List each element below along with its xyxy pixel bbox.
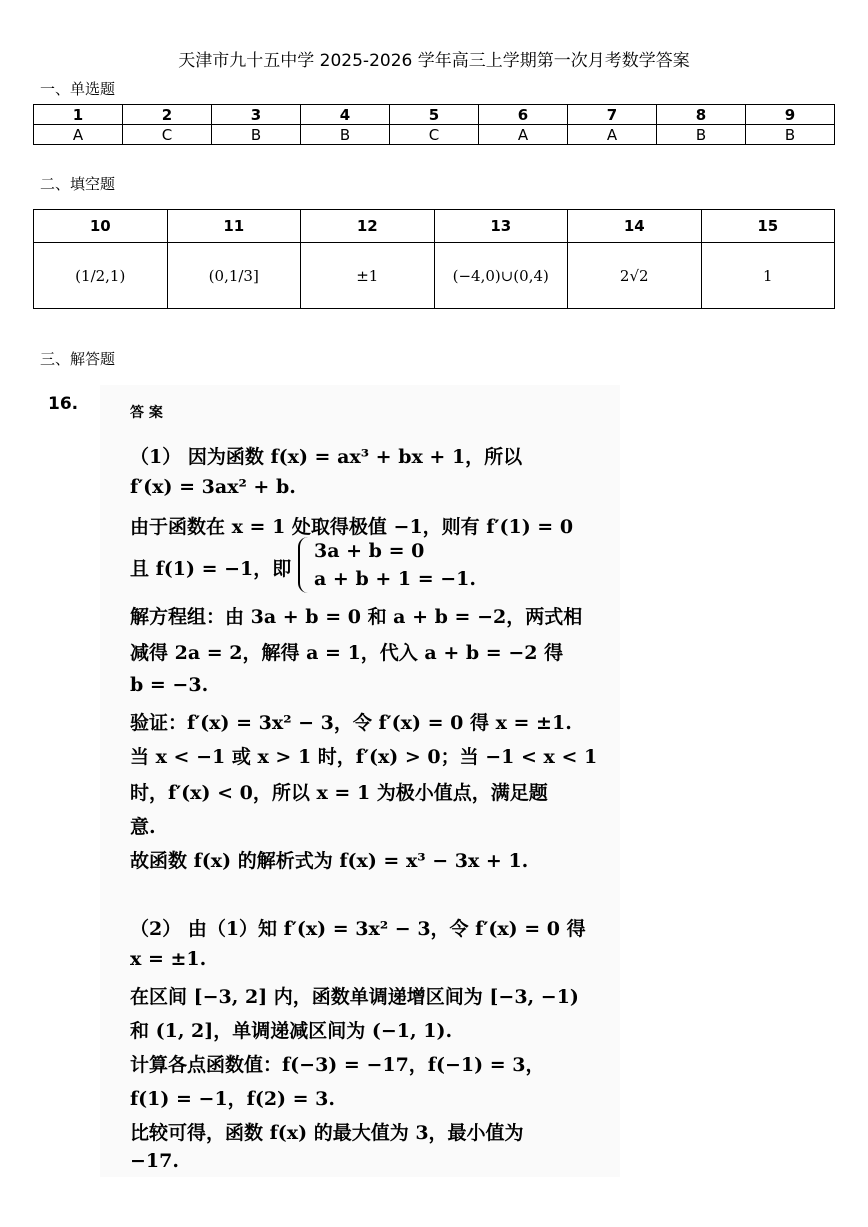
mc-answer-table [33,104,835,145]
mc-answer-cell: B [657,125,746,145]
solution-line: 意. [130,816,156,838]
fill-header-cell: 12 [301,210,435,243]
fill-header-cell: 15 [701,210,835,243]
solution-line: 当 x < −1 或 x > 1 时，f′(x) > 0；当 −1 < x < 1 [130,746,598,768]
fill-header-cell: 13 [434,210,568,243]
mc-answer-cell: A [479,125,568,145]
solution-line: 且 f(1) = −1，即 [130,558,292,580]
solution-line: x = ±1. [130,948,207,970]
page-title: 天津市九十五中学 2025-2026 学年高三上学期第一次月考数学答案 [178,51,690,71]
section-heading-mc: 一、单选题 [40,80,116,98]
mc-answer-cell: B [746,125,835,145]
section-heading-fill: 二、填空题 [40,175,116,193]
fill-answer-cell: (−4,0)∪(0,4) [434,243,568,309]
solution-line: a + b + 1 = −1. [314,568,477,590]
fill-answer-cell: (1/2,1) [34,243,168,309]
fill-answer-cell: (0,1/3] [167,243,301,309]
solution-line: f(1) = −1，f(2) = 3. [130,1088,336,1110]
solution-line: f′(x) = 3ax² + b. [130,476,296,498]
mc-header-cell: 6 [479,105,568,125]
solution-line: 在区间 [−3, 2] 内，函数单调递增区间为 [−3, −1) [130,986,579,1008]
fill-header-cell: 14 [568,210,702,243]
mc-answer-cell: C [123,125,212,145]
mc-header-cell: 4 [301,105,390,125]
solution-line: 答 案 [130,405,163,421]
mc-header-cell: 9 [746,105,835,125]
solution-line: 故函数 f(x) 的解析式为 f(x) = x³ − 3x + 1. [130,850,529,872]
solution-line: 和 (1, 2]，单调递减区间为 (−1, 1). [130,1020,453,1042]
solution-line: 解方程组：由 3a + b = 0 和 a + b = −2，两式相 [130,606,583,628]
solution-line: 验证：f′(x) = 3x² − 3，令 f′(x) = 0 得 x = ±1. [130,712,572,734]
mc-answer-cell: A [568,125,657,145]
mc-answer-cell: B [212,125,301,145]
fill-header-cell: 11 [167,210,301,243]
solution-line: （1） 因为函数 f(x) = ax³ + bx + 1，所以 [130,446,523,468]
mc-answer-cell: C [390,125,479,145]
solution-line: b = −3. [130,674,209,696]
section-heading-solve: 三、解答题 [40,350,116,368]
solution-line: 比较可得，函数 f(x) 的最大值为 3，最小值为 [130,1122,524,1144]
fill-answer-cell: 2√2 [568,243,702,309]
solution-line: 由于函数在 x = 1 处取得极值 −1，则有 f′(1) = 0 [130,516,574,538]
mc-answer-cell: B [301,125,390,145]
fill-answer-cell: ±1 [301,243,435,309]
solution-line: −17. [130,1150,179,1172]
mc-answer-cell: A [34,125,123,145]
mc-header-cell: 8 [657,105,746,125]
question-number: 16. [48,394,79,414]
mc-header-cell: 2 [123,105,212,125]
solution-line: 3a + b = 0 [314,540,425,562]
solution-line: （2） 由（1）知 f′(x) = 3x² − 3，令 f′(x) = 0 得 [130,918,586,940]
mc-header-cell: 3 [212,105,301,125]
fill-header-cell: 10 [34,210,168,243]
solution-line: 减得 2a = 2，解得 a = 1，代入 a + b = −2 得 [130,642,564,664]
fill-answer-cell: 1 [701,243,835,309]
mc-header-cell: 7 [568,105,657,125]
solution-line: 计算各点函数值：f(−3) = −17，f(−1) = 3， [130,1054,545,1076]
mc-header-cell: 1 [34,105,123,125]
mc-header-cell: 5 [390,105,479,125]
solution-line: 时，f′(x) < 0，所以 x = 1 为极小值点，满足题 [130,782,548,804]
brace-symbol [298,537,312,593]
fill-answer-table [33,209,835,309]
